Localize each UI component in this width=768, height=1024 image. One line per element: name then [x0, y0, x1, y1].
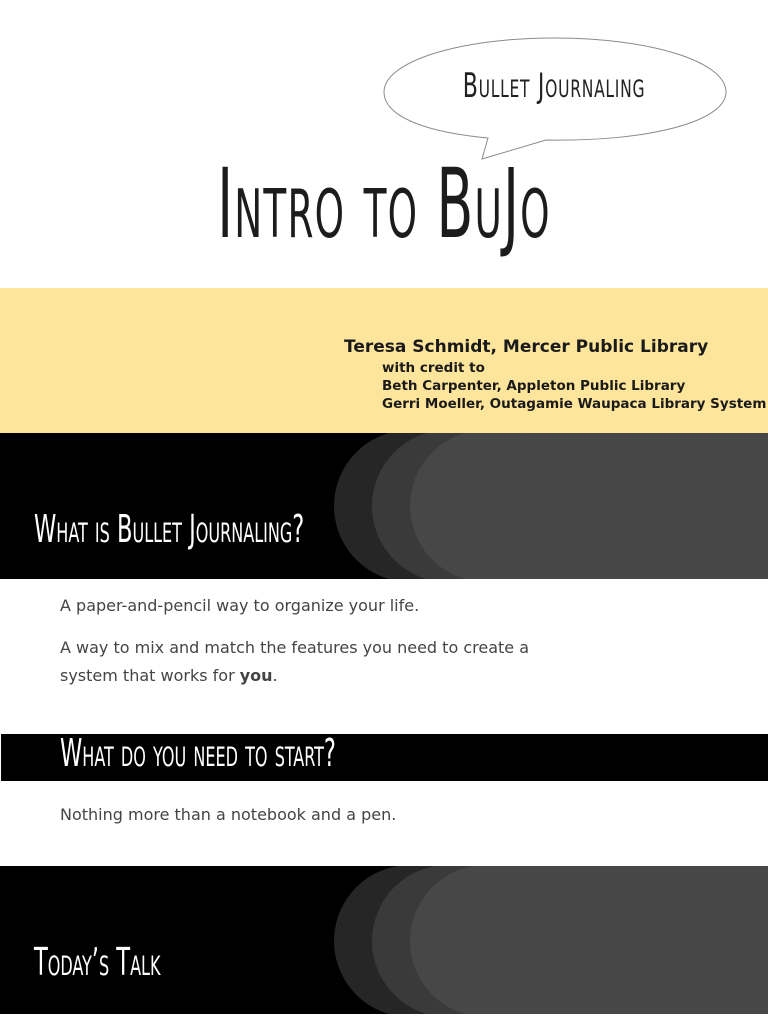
decorative-arcs	[0, 433, 768, 579]
section-title-what-is: What is Bullet Journaling?	[34, 507, 305, 551]
page-title: Intro to BuJo	[217, 148, 551, 260]
section-title-todays-talk: Today’s Talk	[34, 940, 161, 984]
paragraph-notebook-pen: Nothing more than a notebook and a pen.	[60, 805, 397, 824]
credit-intro: with credit to	[382, 360, 485, 376]
bubble-text: Bullet Journaling	[462, 66, 646, 106]
text-emphasis-you: you	[239, 666, 273, 685]
credit-line-1: Beth Carpenter, Appleton Public Library	[382, 378, 686, 394]
text-suffix: .	[272, 666, 278, 685]
credit-line-2: Gerri Moeller, Outagamie Waupaca Library System	[382, 396, 767, 412]
section-title-need-to-start: What do you need to start?	[60, 731, 336, 775]
paragraph-definition: A paper-and-pencil way to organize your life.	[60, 596, 420, 615]
section-header-what-is	[0, 433, 768, 579]
paragraph-mix-match-line2	[60, 662, 278, 690]
section-header-todays-talk	[0, 866, 768, 1014]
text-prefix: system that works for	[60, 666, 240, 685]
paragraph-mix-match-line1: A way to mix and match the features you need to create a	[60, 638, 529, 657]
author-line: Teresa Schmidt, Mercer Public Library	[344, 337, 709, 357]
